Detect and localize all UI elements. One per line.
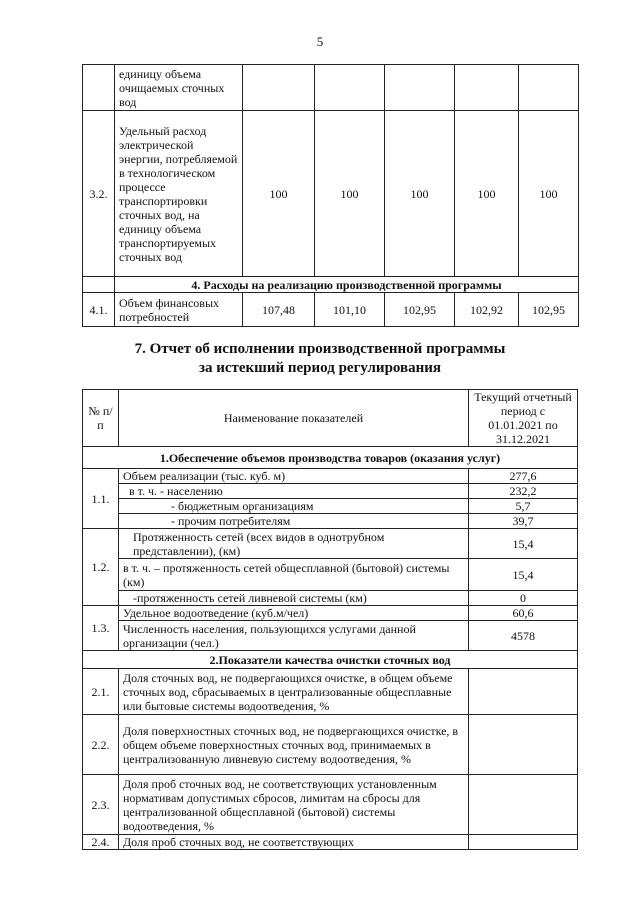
row-number: 2.4. [83,835,119,850]
row-number: 2.3. [83,775,119,835]
row-text: Доля сточных вод, не подвергающихся очистке, в общем объеме сточных вод, сбрасываемых в централизованные общесплавные или бытовые системы водоотведения, % [119,669,469,715]
section-title: 2.Показатели качества очистки сточных вод [83,651,578,669]
cell-value: 39,7 [469,514,578,529]
table-row [83,715,578,775]
cell-value: 5,7 [469,499,578,514]
table-row [83,529,578,559]
cell-value: 100 [519,111,579,277]
table-row [83,606,578,621]
cell-value: 4578 [469,621,578,651]
row-number: 1.3. [83,606,119,651]
row-text: Протяженность сетей (всех видов в однотрубном представлении), (км) [119,529,469,559]
row-number: 3.2. [83,111,115,277]
row-text: - прочим потребителям [119,514,469,529]
cell-value: 232,2 [469,484,578,499]
section-title-7 [0,340,640,378]
cell-value: 60,6 [469,606,578,621]
cell-value: 100 [455,111,519,277]
table-row [83,514,578,529]
row-number: 2.1. [83,669,119,715]
row-number: 2.2. [83,715,119,775]
header-name: Наименование показателей [119,390,469,447]
header-number: № п/п [83,390,119,447]
section-header [83,277,579,293]
page-number: 5 [316,34,324,49]
cell-value: 100 [385,111,455,277]
cell-value: 15,4 [469,529,578,559]
table-row [83,591,578,606]
table-row [83,469,578,484]
section-header [83,447,578,469]
row-number: 1.2. [83,529,119,606]
cell-value: 102,95 [385,293,455,327]
table-row [83,484,578,499]
table-row [83,499,578,514]
row-text: Объем реализации (тыс. куб. м) [119,469,469,484]
table-row [83,293,579,327]
header-period: Текущий отчетный период с 01.01.2021 по 31.12.2021 [469,390,578,447]
table-header [83,390,578,447]
table-row [83,835,578,850]
performance-table [82,64,579,327]
table-row [83,111,579,277]
row-text: Доля проб сточных вод, не соответствующих [119,835,469,850]
table-row [83,775,578,835]
row-text: -протяженность сетей ливневой системы (км) [119,591,469,606]
cell-value: 277,6 [469,469,578,484]
cell-value: 100 [243,111,315,277]
row-number: 4.1. [83,293,115,327]
row-text: Удельный расход электрической энергии, потребляемой в технологическом процессе транспортировки сточных вод, на единицу объема транспортируемых сточных вод [115,111,243,277]
row-number: 1.1. [83,469,119,529]
cell-value: 100 [315,111,385,277]
row-text: Доля поверхностных сточных вод, не подвергающихся очистке, в общем объеме поверхностных сточных вод, принимаемых в централизованную ливневую систему водоотведения, % [119,715,469,775]
table-row [83,669,578,715]
cell-value: 102,95 [519,293,579,327]
row-text: в т. ч. - населению [119,484,469,499]
table-row [83,559,578,591]
cell-value: 107,48 [243,293,315,327]
report-table [82,389,578,850]
cell-value: 101,10 [315,293,385,327]
title-line-1: 7. Отчет об исполнении производственной программы [134,341,506,357]
section-title: 1.Обеспечение объемов производства товаров (оказания услуг) [83,447,578,469]
cell-value: 15,4 [469,559,578,591]
row-text: единицу объема очищаемых сточных вод [115,65,243,111]
row-text: Удельное водоотведение (куб.м/чел) [119,606,469,621]
title-line-2: за истекший период регулирования [198,360,442,376]
row-text: Численность населения, пользующихся услугами данной организации (чел.) [119,621,469,651]
table-row [83,621,578,651]
row-text: Объем финансовых потребностей [115,293,243,327]
cell-value: 102,92 [455,293,519,327]
section-header [83,651,578,669]
cell-value: 0 [469,591,578,606]
table-row [83,65,579,111]
section-title: 4. Расходы на реализацию производственной программы [115,277,579,293]
row-text: в т. ч. – протяженность сетей общесплавной (бытовой) системы (км) [119,559,469,591]
row-text: Доля проб сточных вод, не соответствующих установленным нормативам допустимых сбросов, лимитам на сбросы для централизованной общесплавной (бытовой) системы водоотведения, % [119,775,469,835]
row-text: - бюджетным организациям [119,499,469,514]
